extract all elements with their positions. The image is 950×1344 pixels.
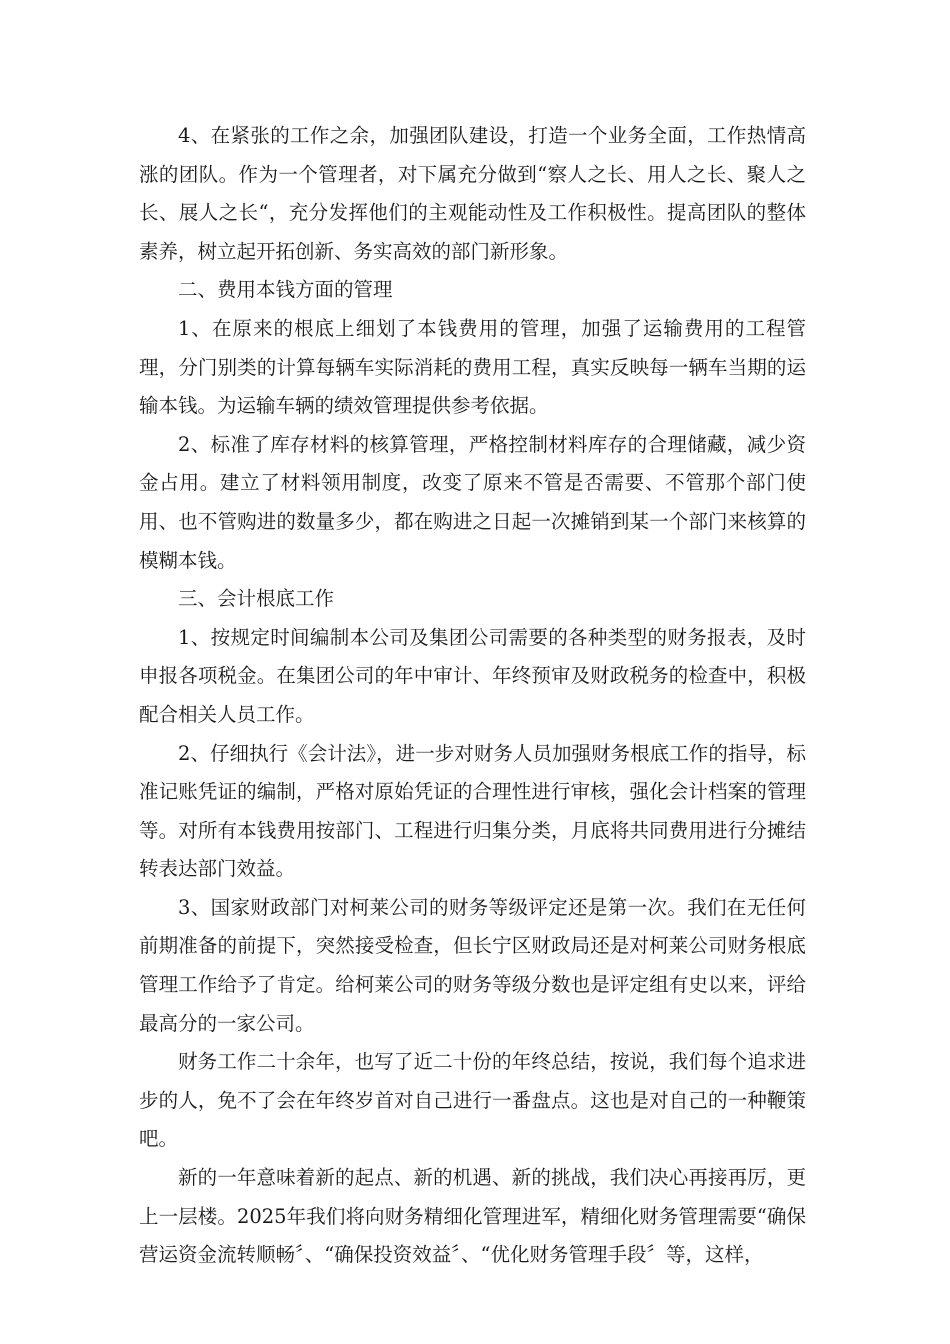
paragraph-year-end-reflection: 财务工作二十余年，也写了近二十份的年终总结，按说，我们每个追求进步的人，免不了会在年终岁首对自己进行一番盘点。这也是对自己的一种鞭策吧。 — [139, 1050, 806, 1151]
section-heading-accounting-basics: 三、会计根底工作 — [178, 587, 335, 611]
paragraph-team-building: 4、在紧张的工作之余，加强团队建设，打造一个业务全面，工作热情高涨的团队。作为一个管理者，对下属充分做到“察人之长、用人之长、聚人之长、展人之长“，充分发挥他们的主观能动性及工作积极性。提高团队的整体素养，树立起开拓创新、务实高效的部门新形象。 — [139, 124, 806, 263]
paragraph-new-year-plan: 新的一年意味着新的起点、新的机遇、新的挑战，我们决心再接再厉，更上一层楼。2025年我们将向财务精细化管理进军，精细化财务管理需要“确保营运资金流转顺畅〞、“确保投资效益〞、“优化财务管理手段〞等，这样， — [139, 1166, 806, 1267]
document-page — [139, 117, 806, 1275]
paragraph-cost-refinement: 1、在原来的根底上细划了本钱费用的管理，加强了运输费用的工程管理，分门别类的计算每辆车实际消耗的费用工程，真实反映每一辆车当期的运输本钱。为运输车辆的绩效管理提供参考依据。 — [139, 316, 806, 418]
paragraph-accounting-law: 2、仔细执行《会计法》，进一步对财务人员加强财务根底工作的指导，标准记账凭证的编制，严格对原始凭证的合理性进行审核，强化会计档案的管理等。对所有本钱费用按部门、工程进行归集分类，月底将共同费用进行分摊结转表达部门效益。 — [139, 741, 806, 881]
paragraph-inventory-accounting: 2、标准了库存材料的核算管理，严格控制材料库存的合理储藏，减少资金占用。建立了材料领用制度，改变了原来不管是否需要、不管那个部门使用、也不管购进的数量多少，都在购进之日起一次摊销到某一个部门来核算的模糊本钱。 — [139, 432, 806, 572]
paragraph-financial-rating: 3、国家财政部门对柯莱公司的财务等级评定还是第一次。我们在无任何前期准备的前提下，突然接受检查，但长宁区财政局还是对柯莱公司财务根底管理工作给予了肯定。给柯莱公司的财务等级分数也是评定组有史以来，评给最高分的一家公司。 — [139, 895, 806, 1035]
paragraph-financial-reports: 1、按规定时间编制本公司及集团公司需要的各种类型的财务报表，及时申报各项税金。在集团公司的年中审计、年终预审及财政税务的检查中，积极配合相关人员工作。 — [139, 625, 806, 726]
section-heading-cost-management: 二、费用本钱方面的管理 — [178, 278, 393, 302]
